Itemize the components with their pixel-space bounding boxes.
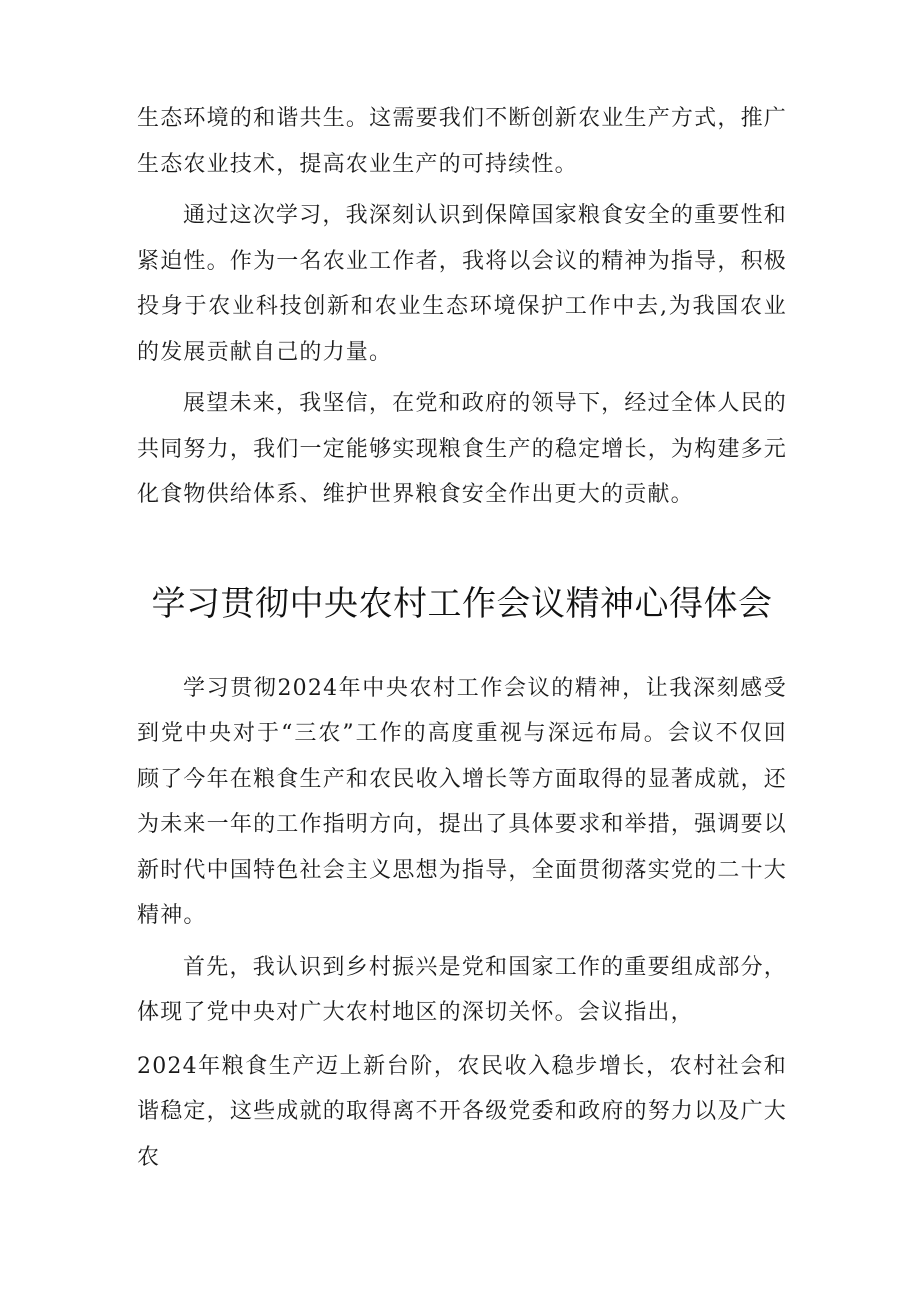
paragraph-study-reflection: 通过这次学习，我深刻认识到保障国家粮食安全的重要性和紧迫性。作为一名农业工作者，我将以会议的精神为指导，积极投身于农业科技创新和农业生态环境保护工作中去,为我国农业的发展贡献自己的力量。: [137, 203, 787, 365]
title-block: [137, 578, 787, 630]
paragraph-achievements: 2024年粮食生产迈上新台阶，农民收入稳步增长，农村社会和谐稳定，这些成就的取得离不开各级党委和政府的努力以及广大农: [137, 1053, 787, 1170]
paragraph-continued: 生态环境的和谐共生。这需要我们不断创新农业生产方式，推广生态农业技术，提高农业生产的可持续性。: [137, 106, 787, 177]
document-title: 学习贯彻中央农村工作会议精神心得体会: [151, 583, 773, 624]
document-page: [137, 96, 787, 1180]
paragraph-outlook: 展望未来，我坚信，在党和政府的领导下，经过全体人民的共同努力，我们一定能够实现粮食生产的稳定增长，为构建多元化食物供给体系、维护世界粮食安全作出更大的贡献。: [137, 391, 787, 507]
paragraph-intro: 学习贯彻2024年中央农村工作会议的精神，让我深刻感受到党中央对于“三农”工作的高度重视与深远布局。会议不仅回顾了今年在粮食生产和农民收入增长等方面取得的显著成就，还为未来一年的工作指明方向，提出了具体要求和举措，强调要以新时代中国特色社会主义思想为指导，全面贯彻落实党的二十大精神。: [137, 675, 787, 928]
paragraph-first-point: 首先，我认识到乡村振兴是党和国家工作的重要组成部分，体现了党中央对广大农村地区的深切关怀。会议指出，: [137, 954, 787, 1025]
